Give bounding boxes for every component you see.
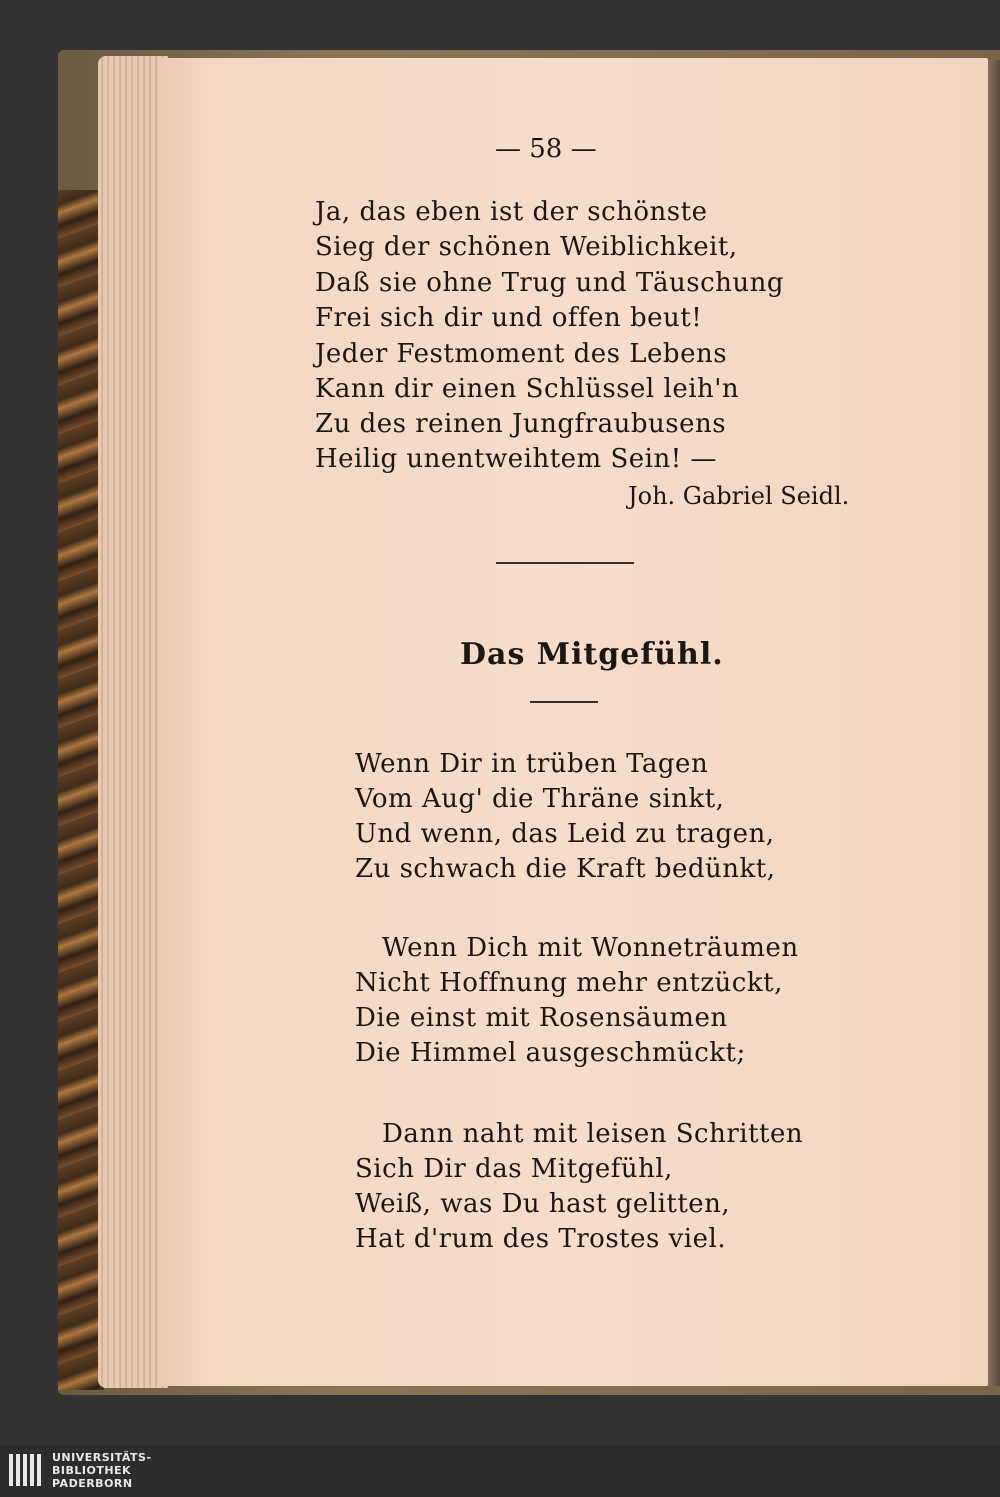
poem2-line: Zu schwach die Kraft bedünkt, [355,854,776,884]
library-logo-icon [8,1450,42,1490]
poem2-line: Wenn Dich mit Wonneträumen [382,933,799,963]
poem1-line: Kann dir einen Schlüssel leih'n [315,374,740,404]
poem1-line: Jeder Festmoment des Lebens [315,339,728,369]
poem2-line: Die einst mit Rosensäumen [355,1003,728,1033]
page-number: — 58 — [495,134,597,164]
poem2-line: Nicht Hoffnung mehr entzückt, [355,968,783,998]
logo-text-line: PADERBORN [52,1477,133,1490]
poem2-line: Weiß, was Du hast gelitten, [355,1189,731,1219]
poem2-line: Dann naht mit leisen Schritten [382,1119,804,1149]
logo-text-line: BIBLIOTHEK [52,1464,132,1477]
poem1-line: Ja, das eben ist der schönste [315,197,708,227]
poem1-line: Daß sie ohne Trug und Täuschung [315,268,785,298]
title-underline [530,701,598,703]
poem2-line: Sich Dir das Mitgefühl, [355,1154,673,1184]
poem1-line: Heilig unentweihtem Sein! — [315,444,717,474]
poem2-line: Und wenn, das Leid zu tragen, [355,819,775,849]
poem2-line: Vom Aug' die Thräne sinkt, [355,784,725,814]
poem1-line: Frei sich dir und offen beut! [315,303,703,333]
poem2-line: Die Himmel ausgeschmückt; [355,1038,746,1068]
poem2-title: Das Mitgefühl. [460,637,724,672]
section-divider [496,562,634,564]
logo-text-line: UNIVERSITÄTS- [52,1451,152,1464]
poem2-line: Wenn Dir in trüben Tagen [355,749,709,779]
poem2-line: Hat d'rum des Trostes viel. [355,1224,727,1254]
poem1-author: Joh. Gabriel Seidl. [628,482,850,510]
poem1-line: Zu des reinen Jungfraubusens [315,409,727,439]
poem1-line: Sieg der schönen Weiblichkeit, [315,232,738,262]
